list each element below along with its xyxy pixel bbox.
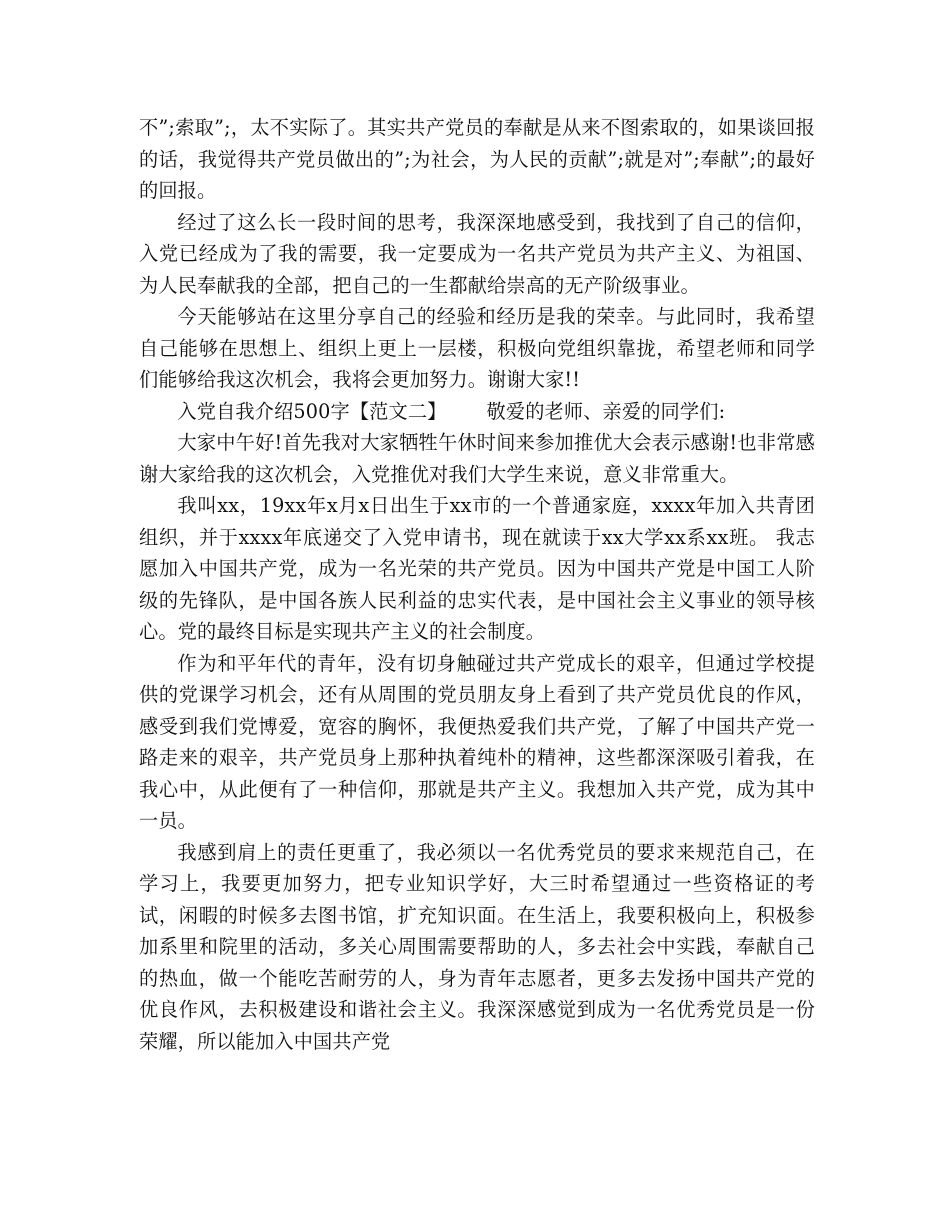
- paragraph-self-intro: 我叫xx，19xx年x月x日出生于xx市的一个普通家庭，xxxx年加入共青团组织，并于xxxx年底递交了入党申请书，现在就读于xx大学xx系xx班。 我志愿加入中国共产党，成为一名光荣的共产党员。因为中国共产党是中国工人阶级的先锋队，是中国各族人民利益的忠实代表，是中国社会主义事业的领导核心。党的最终目标是实现共产主义的社会制度。: [139, 494, 815, 643]
- paragraph-greeting: 大家中午好!首先我对大家牺牲午休时间来参加推优大会表示感谢!也非常感谢大家给我的这次机会，入党推优对我们大学生来说，意义非常重大。: [139, 431, 815, 486]
- section-title: 入党自我介绍500字【范文二】: [177, 399, 447, 423]
- section-heading: [139, 396, 815, 428]
- paragraph-closing: 今天能够站在这里分享自己的经验和经历是我的荣幸。与此同时，我希望自己能够在思想上、组织上更上一层楼，积极向党组织靠拢，希望老师和同学们能够给我这次机会，我将会更加努力。谢谢大家!!: [139, 305, 815, 391]
- salutation: 敬爱的老师、亲爱的同学们:: [486, 399, 726, 423]
- paragraph-faith: 经过了这么长一段时间的思考，我深深地感受到，我找到了自己的信仰，入党已经成为了我的需要，我一定要成为一名共产党员为共产主义、为祖国、为人民奉献我的全部，把自己的一生都献给崇高的无产阶级事业。: [139, 210, 815, 297]
- paragraph-responsibility: 我感到肩上的责任更重了，我必须以一名优秀党员的要求来规范自己，在学习上，我要更加努力，把专业知识学好，大三时希望通过一些资格证的考试，闲暇的时候多去图书馆，扩充知识面。在生活上，我要积极向上，积极参加系里和院里的活动，多关心周围需要帮助的人，多去社会中实践，奉献自己的热血，做一个能吃苦耐劳的人，身为青年志愿者，更多去发扬中国共产党的优良作风，去积极建设和谐社会主义。我深深感觉到成为一名优秀党员是一份荣耀，所以能加入中国共产党: [139, 840, 815, 1053]
- document-body: [139, 112, 815, 1057]
- paragraph-continuation: 不”;索取”;，太不实际了。其实共产党员的奉献是从来不图索取的，如果谈回报的话，我觉得共产党员做出的”;为社会，为人民的贡献”;就是对”;奉献”;的最好的回报。: [139, 116, 815, 202]
- paragraph-youth: 作为和平年代的青年，没有切身触碰过共产党成长的艰辛，但通过学校提供的党课学习机会，还有从周围的党员朋友身上看到了共产党员优良的作风，感受到我们党博爱，宽容的胸怀，我便热爱我们共产党，了解了中国共产党一路走来的艰辛，共产党员身上那种执着纯朴的精神，这些都深深吸引着我，在我心中，从此便有了一种信仰，那就是共产主义。我想加入共产党，成为其中一员。: [139, 651, 815, 832]
